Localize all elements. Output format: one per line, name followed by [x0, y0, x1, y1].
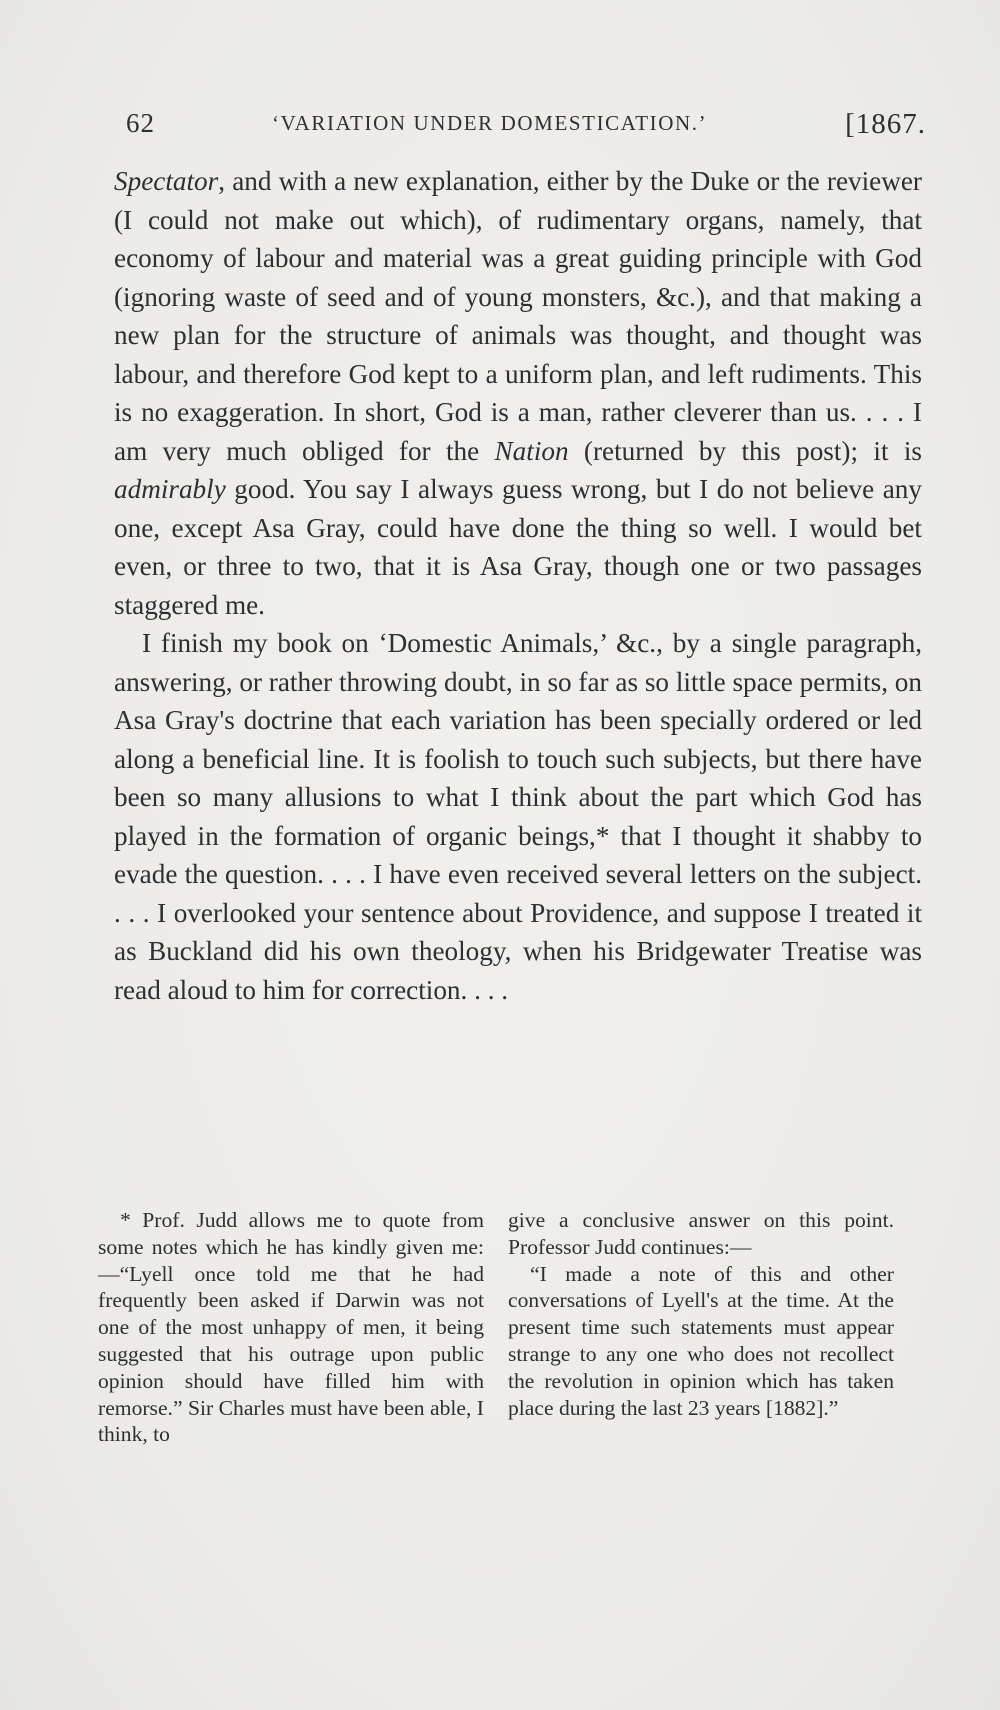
- footnote-right-column: [508, 1207, 894, 1421]
- page-header: [126, 108, 926, 148]
- paragraph-1-text-b: (returned by this post); it is: [568, 435, 922, 466]
- italic-nation: Nation: [494, 435, 569, 466]
- running-title: ‘VARIATION UNDER DOMESTICATION.’: [272, 111, 708, 135]
- paragraph-1-text-c: good. You say I always guess wrong, but I do not believe any one, except Asa Gray, could have done the thing so well. I would bet even, or three to two, that it is Asa Gray, though one or two passages staggered me.: [114, 474, 922, 620]
- paragraph-1-text-a: , and with a new explanation, either by the Duke or the reviewer (I could not make out which), of rudimentary organs, namely, that economy of labour and material was a great guiding principle with God (ignoring waste of seed and of young monsters, &c.), and that making a new plan for the structure of animals was thought, and thought was labour, and therefore God kept to a uniform plan, and left rudiments. This is no exaggeration. In short, God is a man, rather cleverer than us. . . . I am very much obliged for the: [114, 166, 922, 466]
- header-year: [1867.: [845, 108, 926, 140]
- footnote-left-text: * Prof. Judd allows me to quote from some notes which he has kindly given me:—“Lyell once told me that he had frequently been asked if Darwin was not one of the most unhappy of men, it being suggested that his outrage upon public opinion should have filled him with remorse.” Sir Charles must have been able, I think, to: [98, 1208, 484, 1447]
- italic-spectator: Spectator: [114, 166, 219, 196]
- italic-admirably: admirably: [114, 474, 226, 504]
- paragraph-2: I finish my book on ‘Domestic Animals,’ &c., by a single paragraph, answering, or rather throwing doubt, in so far as so little space permits, on Asa Gray's doctrine that each variation has been specially ordered or led along a beneficial line. It is foolish to touch such subjects, but there have been so many allusions to what I think about the part which God has played in the formation of organic beings,* that I thought it shabby to evade the question. . . . I have even received several letters on the subject. . . . I overlooked your sentence about Providence, and suppose I treated it as Buckland did his own theology, when his Bridgewater Treatise was read aloud to him for correction. . . .: [114, 628, 922, 1005]
- footnote-right-text-2: “I made a note of this and other conversations of Lyell's at the time. At the present time such statements must appear strange to any one who does not recollect the revolution in opinion which has taken place during the last 23 years [1882].”: [508, 1261, 894, 1420]
- page-number: 62: [126, 108, 155, 138]
- paragraph-1: [114, 162, 922, 624]
- footnote-left-column: [98, 1207, 484, 1448]
- main-text: [114, 162, 922, 1009]
- footnote-right-text-1: give a conclusive answer on this point. Professor Judd continues:—: [508, 1208, 894, 1259]
